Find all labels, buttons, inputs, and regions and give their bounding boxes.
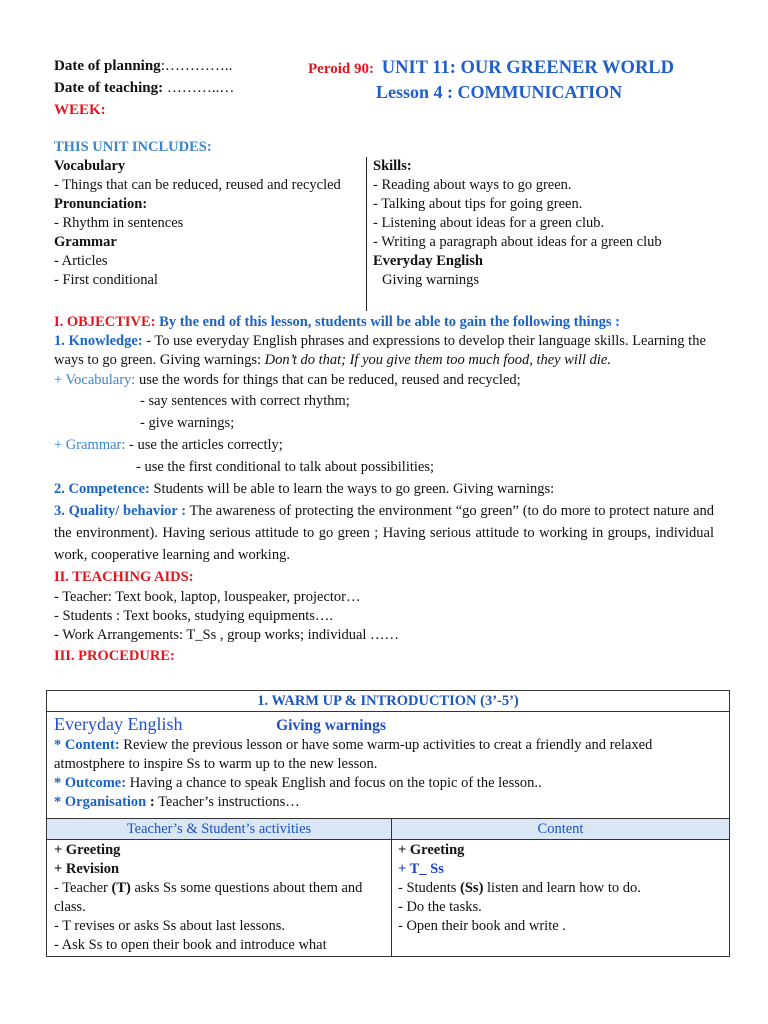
pronunciation-heading: Pronunciation: xyxy=(54,196,148,212)
pronunciation-item: - Rhythm in sentences xyxy=(54,215,184,231)
outcome-label: * Outcome: xyxy=(54,775,127,791)
grammar-heading: Grammar xyxy=(54,234,117,250)
header-dates xyxy=(54,55,234,121)
teacher-activity-line: - Ask Ss to open their book and introduce what xyxy=(54,937,327,953)
content-column-header: Content xyxy=(537,821,584,837)
grammar-objective-text: - use the articles correctly; xyxy=(125,437,283,453)
grammar-item: - Articles xyxy=(54,253,108,269)
content-paragraph xyxy=(54,736,722,774)
organisation-label: * Organisation xyxy=(54,794,147,810)
quality-paragraph xyxy=(54,500,714,566)
everyday-english-subtitle: Giving warnings xyxy=(276,717,386,734)
teaching-aids-heading: II. TEACHING AIDS: xyxy=(54,569,194,585)
objective-heading-line xyxy=(54,313,714,332)
skills-item: - Listening about ideas for a green club. xyxy=(373,215,605,231)
unit-includes-title: THIS UNIT INCLUDES: xyxy=(54,139,212,155)
vocabulary-item: - Things that can be reduced, reused and recycled xyxy=(54,177,341,193)
everyday-english-heading: Everyday English xyxy=(373,253,483,269)
organisation-colon: : xyxy=(146,794,155,810)
organisation-paragraph xyxy=(54,793,722,812)
outcome-paragraph xyxy=(54,774,722,793)
vocabulary-heading: Vocabulary xyxy=(54,158,126,174)
everyday-english-item: Giving warnings xyxy=(382,272,480,288)
vocabulary-objective-sub: - give warnings; xyxy=(140,415,235,431)
objective-intro: By the end of this lesson, students will be able to gain the following things : xyxy=(155,314,620,330)
quality-label: 3. Quality/ behavior : xyxy=(54,503,187,519)
grammar-objective-sub: - use the first conditional to talk about possibilities; xyxy=(136,459,435,475)
grammar-item: - First conditional xyxy=(54,272,158,288)
everyday-english-title: Everyday English xyxy=(54,714,183,734)
knowledge-text: - To use everyday English phrases and expressions to develop their language skills. Learning the ways to go green. Giving warnings: xyxy=(54,333,706,368)
date-teaching-value: ………..… xyxy=(163,80,235,96)
tss-line xyxy=(398,860,723,879)
content-cell xyxy=(392,840,729,956)
content-label: * Content: xyxy=(54,737,120,753)
teacher-activity-line: - T revises or asks Ss about last lessons. xyxy=(54,918,286,934)
teacher-activity-line xyxy=(54,879,384,917)
unit-includes-left xyxy=(54,157,349,290)
vocabulary-objective-text: use the words for things that can be reduced, reused and recycled; xyxy=(135,372,521,388)
teaching-aid-item: - Teacher: Text book, laptop, louspeaker, projector… xyxy=(54,589,361,605)
student-activity-line: - Open their book and write . xyxy=(398,918,566,934)
skills-item: - Writing a paragraph about ideas for a green club xyxy=(373,234,662,250)
skills-item: - Reading about ways to go green. xyxy=(373,177,572,193)
header-title xyxy=(308,56,728,103)
knowledge-paragraph xyxy=(54,332,714,370)
date-of-teaching xyxy=(54,77,234,99)
competence-label: 2. Competence: xyxy=(54,481,150,497)
column-divider xyxy=(366,157,367,311)
procedure-table xyxy=(46,690,730,957)
greeting-step: + Greeting xyxy=(398,842,465,858)
unit-title: UNIT 11: OUR GREENER WORLD xyxy=(381,58,674,78)
outcome-text: Having a chance to speak English and focus on the topic of the lesson.. xyxy=(126,775,542,791)
activities-column-header: Teacher’s & Student’s activities xyxy=(47,819,392,839)
date-planning-value: :………….. xyxy=(160,58,233,74)
quality-text: The awareness of protecting the environment “go green” (to do more to protect nature and the environment). Having serious attitude to go green ; Having serious attitude to working in groups, individual work, cooperative learning and working. xyxy=(54,503,714,563)
competence-paragraph xyxy=(54,478,714,500)
everyday-english-row xyxy=(54,712,722,736)
vocabulary-objective xyxy=(54,371,714,390)
activity-text: asks Ss some questions about them and class. xyxy=(54,880,363,915)
warmup-section-title: 1. WARM UP & INTRODUCTION (3’-5’) xyxy=(47,691,729,712)
activities-table-body xyxy=(47,840,729,956)
skills-heading: Skills: xyxy=(373,158,412,174)
period-label: Peroid 90: xyxy=(308,61,374,77)
warmup-intro xyxy=(47,712,729,819)
grammar-objective-label: + Grammar: xyxy=(54,437,126,453)
teaching-aid-item: - Students : Text books, studying equipments…. xyxy=(54,608,334,624)
content-text: Review the previous lesson or have some warm-up activities to creat a friendly and relaxed atmostphere to inspire Ss to warm up to the new lesson. xyxy=(54,737,653,772)
knowledge-example: Don’t do that; If you give them too much food, they will die. xyxy=(264,352,611,368)
tss-label: + T_ Ss xyxy=(398,861,444,877)
students-abbrev: (Ss) xyxy=(460,880,484,896)
teacher-activities-cell xyxy=(47,840,392,956)
teacher-abbrev: (T) xyxy=(111,880,131,896)
organisation-text: Teacher’s instructions… xyxy=(154,794,300,810)
activities-table-header xyxy=(47,819,729,840)
procedure-heading: III. PROCEDURE: xyxy=(54,648,175,664)
student-activity-line: - Do the tasks. xyxy=(398,899,482,915)
lesson-body xyxy=(54,313,714,667)
unit-includes-right xyxy=(373,157,733,290)
activity-text: - Students xyxy=(398,880,461,896)
date-teaching-label: Date of teaching: xyxy=(54,80,164,96)
knowledge-label: 1. Knowledge: xyxy=(54,333,143,349)
activity-text: - Teacher xyxy=(54,880,112,896)
date-planning-label: Date of planning xyxy=(54,58,161,74)
competence-text: Students will be able to learn the ways to go green. Giving warnings: xyxy=(149,481,555,497)
skills-item: - Talking about tips for going green. xyxy=(373,196,583,212)
student-activity-line xyxy=(398,879,723,898)
grammar-objective xyxy=(54,434,714,456)
vocabulary-objective-label: + Vocabulary: xyxy=(54,372,136,388)
lesson-title: Lesson 4 : COMMUNICATION xyxy=(376,82,623,102)
revision-step: + Revision xyxy=(54,861,120,877)
date-of-planning xyxy=(54,55,234,77)
objective-heading: I. OBJECTIVE: xyxy=(54,314,156,330)
unit-title-line xyxy=(308,56,728,81)
week-label: WEEK: xyxy=(54,102,106,118)
vocabulary-objective-sub: - say sentences with correct rhythm; xyxy=(140,393,350,409)
teaching-aid-item: - Work Arrangements: T_Ss , group works; individual …… xyxy=(54,627,400,643)
greeting-step: + Greeting xyxy=(54,842,121,858)
activity-text: listen and learn how to do. xyxy=(483,880,641,896)
